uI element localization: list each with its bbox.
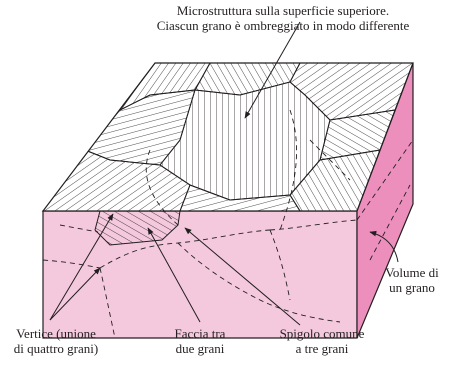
edge-line1: Spigolo comune [279,326,365,341]
grain-volume-label [372,265,452,295]
grain-volume-line1: Volume di [385,265,439,280]
top-label-line1: Microstruttura sulla superficie superiore. [176,3,390,18]
face-line2: due grani [175,341,225,356]
block-front-face [43,211,357,338]
grain-volume-line2: un grano [389,280,435,295]
vertex-line1: Vertice (unione [16,326,96,341]
face-line1: Faccia tra [174,326,226,341]
top-label [110,3,456,33]
vertex-line2: di quattro grani) [13,341,99,356]
edge-line2: a tre grani [295,341,349,356]
edge-label [262,326,382,356]
vertex-label [0,326,112,356]
top-label-line2: Ciascun grano è ombreggiato in modo differente [156,18,410,33]
face-label [155,326,245,356]
